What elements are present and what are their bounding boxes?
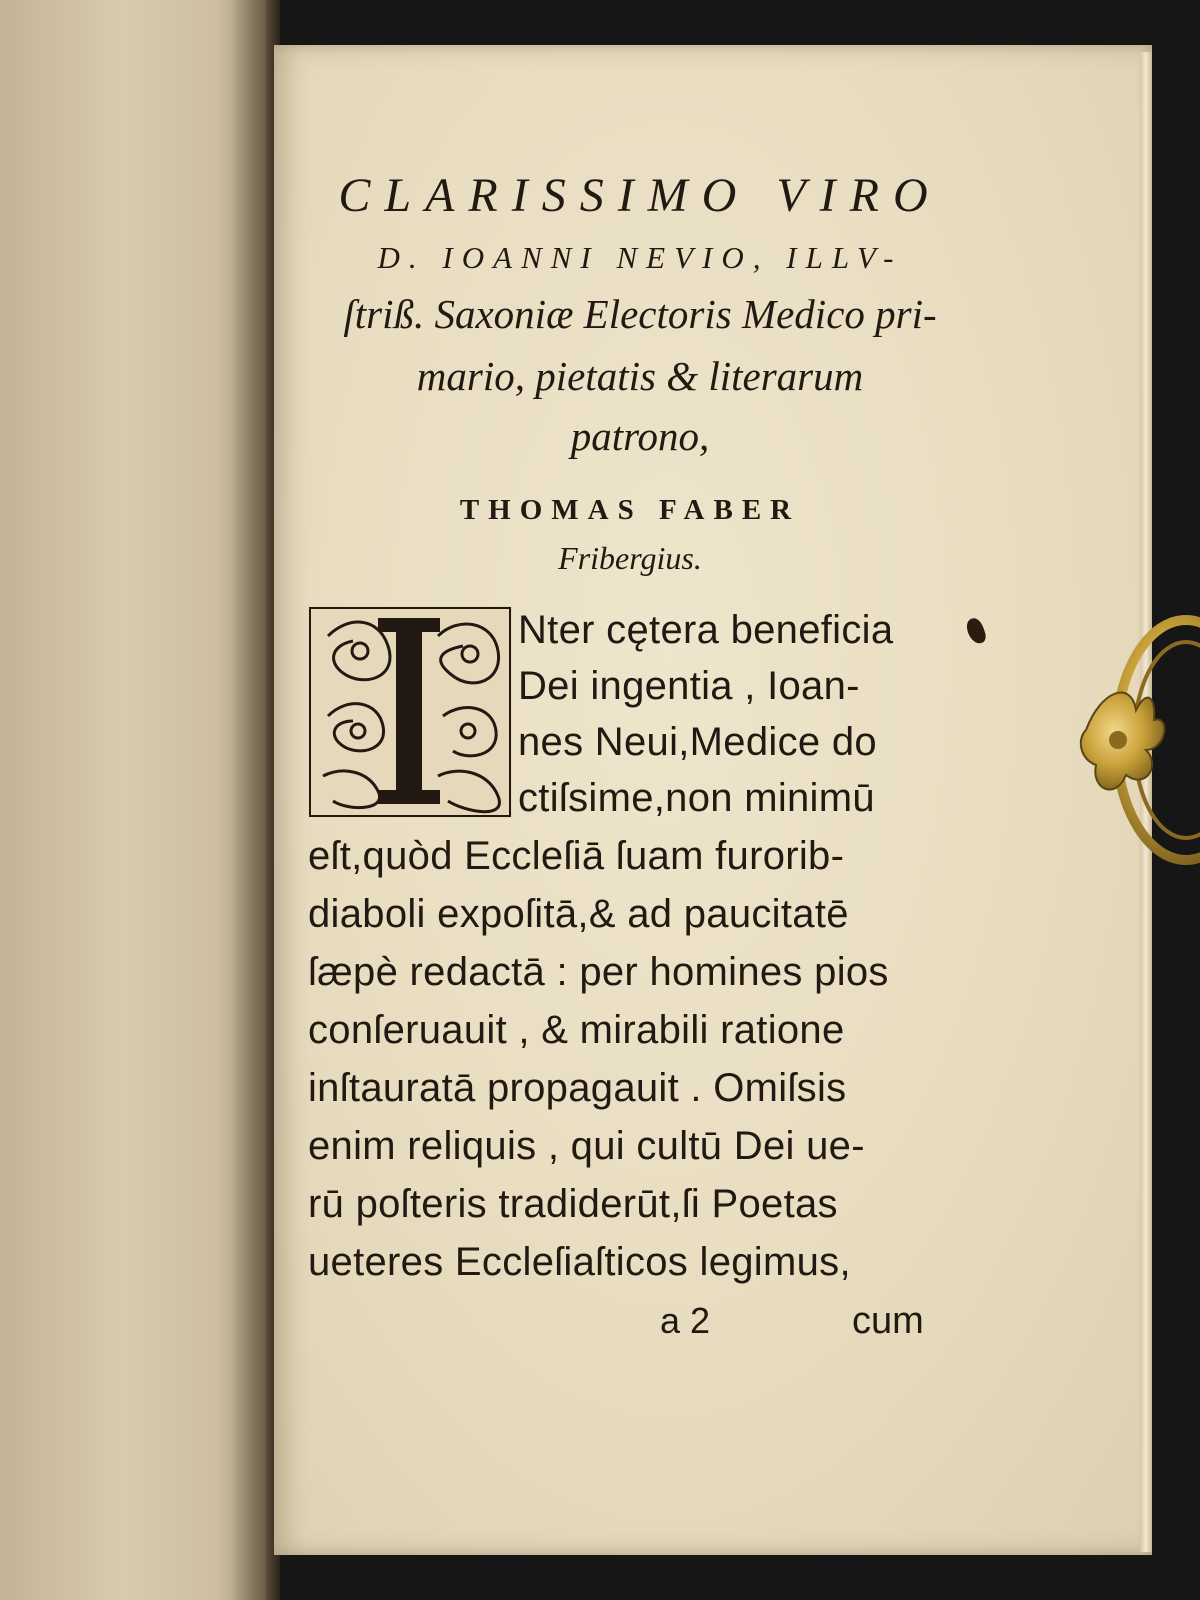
body-line-11: rū poſteris tradiderūt,ſi Poetas	[308, 1182, 838, 1226]
heading-line-1: CLARISSIMO VIRO	[338, 169, 942, 222]
author-name: THOMAS FABER	[459, 494, 801, 526]
body-line-3: nes Neui,Medice do	[518, 720, 877, 764]
body-line-9: inſtauratā propagauit . Omiſsis	[308, 1066, 847, 1110]
heading-line-3: ſtriß. Saxoniæ Electoris Medico pri-	[343, 291, 937, 337]
heading-line-2: D. IOANNI NEVIO, ILLV-	[377, 240, 903, 275]
heading-line-5: patrono,	[570, 413, 710, 459]
gilt-clasp-icon	[1076, 600, 1200, 900]
body-line-6: diaboli expoſitā,& ad paucitatē	[308, 892, 849, 936]
left-page	[0, 0, 272, 1600]
body-line-7: ſæpè redactā : per homines pios	[308, 950, 889, 994]
body-line-4: ctiſsime,non minimū	[518, 776, 875, 820]
body-line-12: ueteres Eccleſiaſticos legimus,	[308, 1240, 851, 1284]
heading-line-4: mario, pietatis & literarum	[416, 353, 864, 399]
signature-mark: a 2	[660, 1300, 711, 1341]
author-place: Fribergius.	[558, 540, 702, 576]
body-line-5: eſt,quòd Eccleſiā ſuam furorib-	[308, 834, 845, 878]
catchword: cum	[852, 1300, 924, 1342]
decorated-initial-icon	[308, 606, 512, 818]
body-line-2: Dei ingentia , Ioan-	[518, 664, 860, 708]
body-line-1: Nter cętera beneficia	[518, 608, 894, 652]
body-line-8: conſeruauit , & mirabili ratione	[308, 1008, 845, 1052]
body-line-10: enim reliquis , qui cultū Dei ue-	[308, 1124, 865, 1168]
